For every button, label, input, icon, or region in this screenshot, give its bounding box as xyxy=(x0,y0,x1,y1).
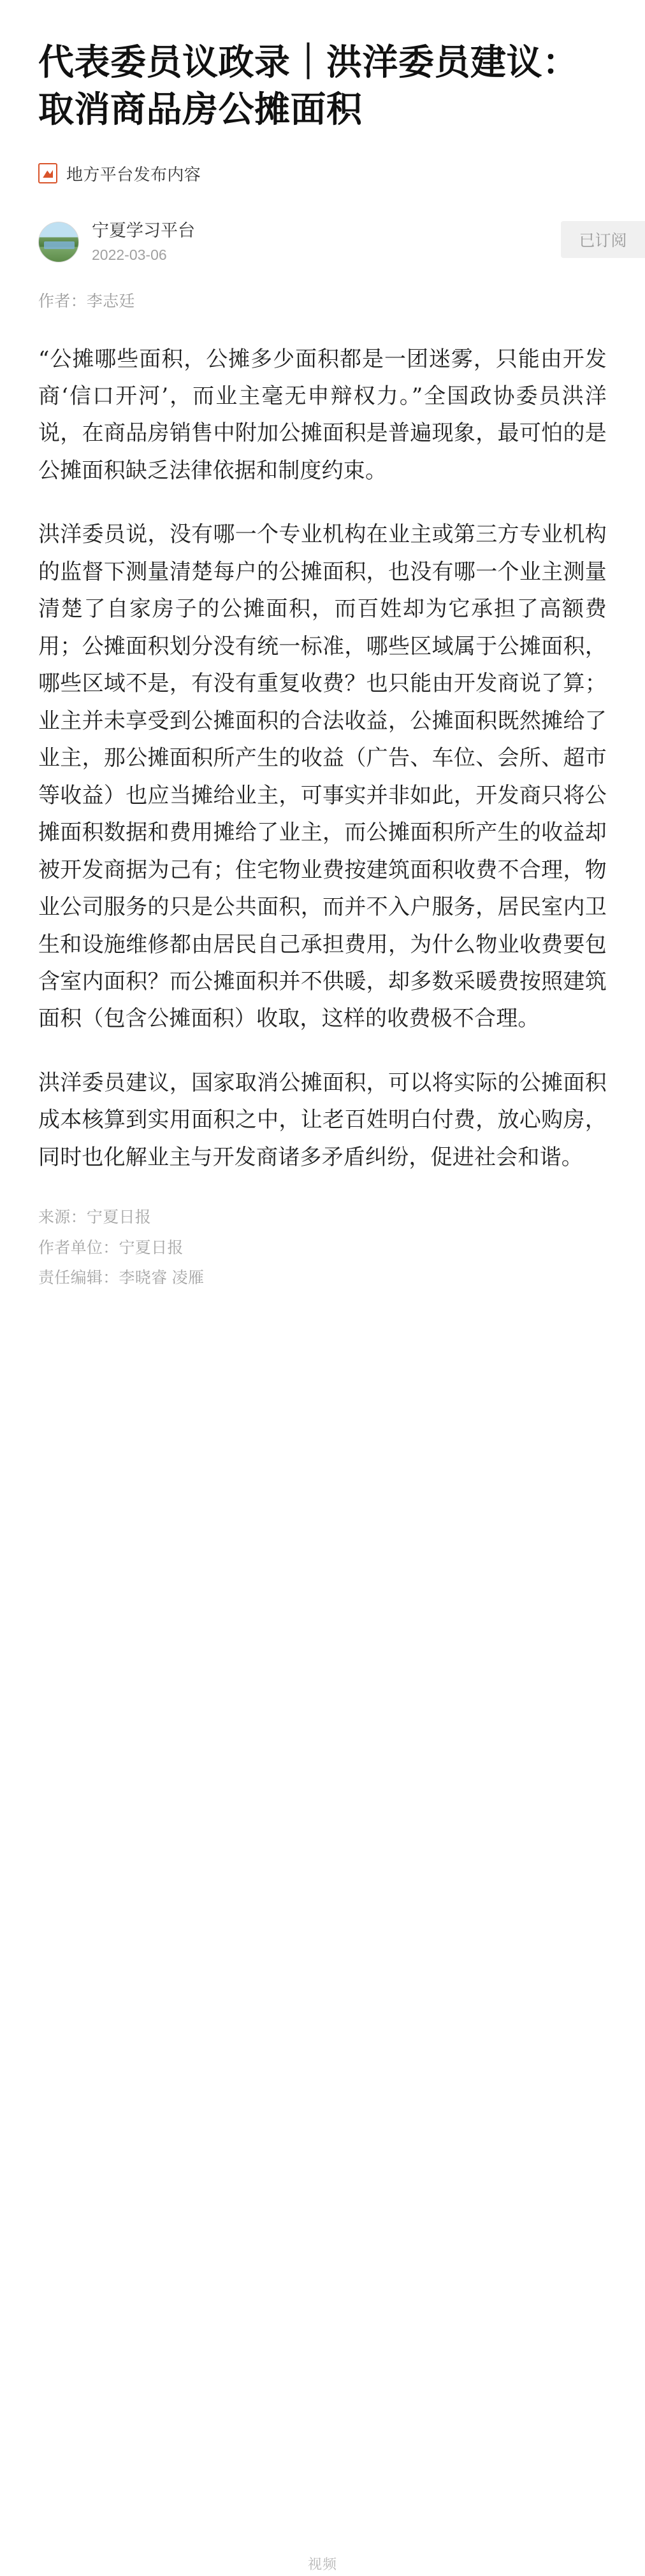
account-row[interactable] xyxy=(38,220,627,264)
footer-editor: 责任编辑：李晓睿 凌雁 xyxy=(38,1269,205,1287)
account-meta xyxy=(92,220,195,264)
account-name: 宁夏学习平台 xyxy=(92,220,195,240)
footer-meta xyxy=(38,1203,607,1294)
page-title: 代表委员议政录｜洪洋委员建议：取消商品房公摊面积 xyxy=(38,41,579,131)
paragraph: 洪洋委员建议，国家取消公摊面积，可以将实际的公摊面积成本核算到实用面积之中，让老百姓明白付费，放心购房，同时也化解业主与开发商诸多矛盾纠纷，促进社会和谐。 xyxy=(38,1070,607,1170)
paragraph: 洪洋委员说，没有哪一个专业机构在业主或第三方专业机构的监督下测量清楚每户的公摊面积，也没有哪一个业主测量清楚了自家房子的公摊面积，而百姓却为它承担了高额费用；公摊面积划分没有统一标准，哪些区域属于公摊面积，哪些区域不是，有没有重复收费？也只能由开发商说了算；业主并未享受到公摊面积的合法收益，公摊面积既然摊给了业主，那公摊面积所产生的收益（广告、车位、会所、超市等收益）也应当摊给业主，可事实并非如此，开发商只将公摊面积数据和费用摊给了业主，而公摊面积所产生的收益却被开发商据为己有；住宅物业费按建筑面积收费不合理，物业公司服务的只是公共面积，而并不入户服务，居民室内卫生和设施维修都由居民自己承担费用，为什么物业收费要包含室内面积？而公摊面积并不供暖，却多数采暖费按照建筑面积（包含公摊面积）收取，这样的收费极不合理。 xyxy=(38,522,607,1032)
avatar xyxy=(38,222,79,262)
image-tag-icon xyxy=(38,163,57,183)
article-body xyxy=(38,341,607,1177)
source-tag xyxy=(38,162,607,185)
footer-source: 来源：宁夏日报 xyxy=(38,1208,152,1227)
subscribe-button[interactable]: 已订阅 xyxy=(561,221,645,258)
footer-author-unit: 作者单位：宁夏日报 xyxy=(38,1238,184,1257)
paragraph: “公摊哪些面积，公摊多少面积都是一团迷雾，只能由开发商‘信口开河’，而业主毫无申辩权力。”全国政协委员洪洋说，在商品房销售中附加公摊面积是普遍现象，最可怕的是公摊面积缺乏法律依据和制度约束。 xyxy=(38,346,607,483)
source-tag-label: 地方平台发布内容 xyxy=(66,164,201,184)
publish-date: 2022-03-06 xyxy=(92,246,167,263)
bottom-label: 视频 xyxy=(307,2556,337,2572)
author-line: 作者：李志廷 xyxy=(38,292,135,310)
